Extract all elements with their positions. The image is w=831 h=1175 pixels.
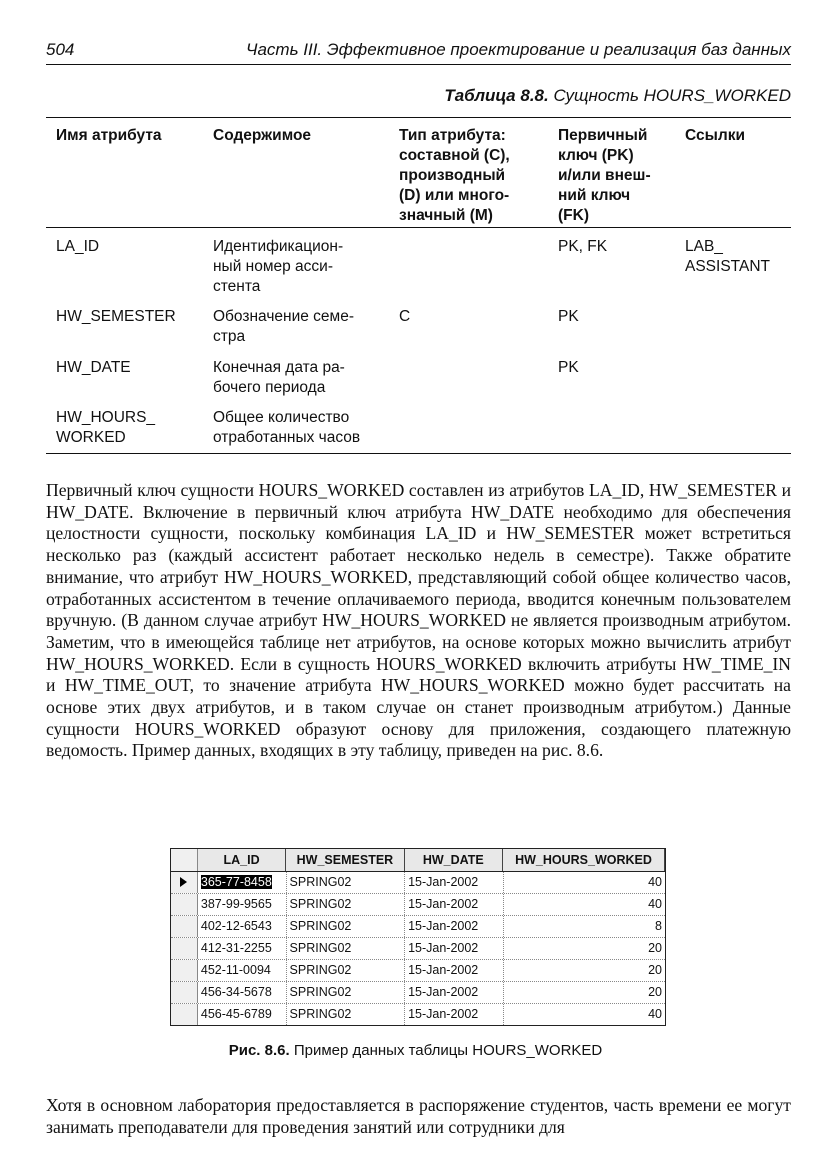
grid-cell-value: 40: [648, 1007, 662, 1021]
cell-line: WORKED: [56, 429, 126, 446]
grid-cell[interactable]: [405, 960, 504, 981]
cell-line: Содержимое: [213, 127, 312, 144]
grid-cell-value: 40: [648, 897, 662, 911]
running-header: [46, 38, 791, 65]
grid-cell-value: 456-45-6789: [200, 1007, 272, 1021]
grid-cell-value: 365-77-8458: [200, 875, 272, 889]
grid-cell-value: 15-Jan-2002: [408, 1007, 479, 1021]
cell-line: (D) или много-: [399, 187, 510, 204]
grid-cell-value: SPRING02: [289, 1007, 352, 1021]
cell-line: HW_DATE: [56, 359, 131, 376]
grid-cell-value: 40: [648, 875, 662, 889]
grid-header-row: [171, 849, 665, 872]
grid-cell[interactable]: [405, 872, 504, 893]
cell-line: C: [399, 308, 411, 325]
page-number: 504: [46, 40, 75, 59]
grid-cell[interactable]: [287, 960, 406, 981]
grid-cell-value: 20: [648, 941, 662, 955]
table-cell: [56, 408, 155, 448]
grid-row[interactable]: [171, 938, 665, 960]
grid-row[interactable]: [171, 916, 665, 938]
cell-line: (FK): [558, 207, 589, 224]
header-cell: [399, 126, 510, 226]
grid-cell-value: 20: [648, 985, 662, 999]
grid-cell[interactable]: [198, 1004, 287, 1025]
header-cell: [558, 126, 651, 226]
grid-column-header[interactable]: HW_SEMESTER: [286, 849, 404, 871]
paragraph-text: Хотя в основном лаборатория предоставляется в распоряжение студентов, часть времени ее могут занимать преподаватели для проведения занятий или сотрудники для: [46, 1095, 791, 1137]
cell-line: Обозначение семе-: [213, 308, 354, 325]
data-grid[interactable]: [170, 848, 666, 1026]
cell-line: HW_HOURS_: [56, 409, 156, 426]
cell-line: бочего периода: [213, 379, 326, 396]
table-caption-text: Сущность HOURS_WORKED: [553, 86, 791, 105]
header-divider: [46, 227, 791, 228]
cell-line: составной (С),: [399, 147, 510, 164]
grid-cell[interactable]: [287, 872, 406, 893]
table-cell: [56, 237, 99, 257]
table-cell: [399, 307, 410, 327]
cell-line: ASSISTANT: [685, 258, 770, 275]
grid-cell[interactable]: [405, 916, 504, 937]
table-caption-label: Таблица 8.8.: [444, 86, 549, 105]
grid-cell-value: 15-Jan-2002: [408, 985, 479, 999]
body-paragraph-1: [46, 480, 791, 762]
grid-cell-value: SPRING02: [289, 941, 352, 955]
grid-cell[interactable]: [287, 916, 406, 937]
cell-line: ключ (PK): [558, 147, 634, 164]
grid-cell[interactable]: [287, 894, 406, 915]
table-cell: [213, 408, 360, 448]
cell-line: ный номер асси-: [213, 258, 333, 275]
cell-line: значный (M): [399, 207, 493, 224]
grid-cell-value: 412-31-2255: [200, 941, 272, 955]
paragraph-text: Первичный ключ сущности HOURS_WORKED составлен из атрибутов LA_ID, HW_SEMESTER и HW_DATE. Включение в первичный ключ атрибута HW_DATE необходимо для обеспечения целостности сущности, поскольку комбинация LA_ID и HW_SEMESTER может встретиться несколько раз (каждый ассистент работает несколько недель в семестре). Также обратите внимание, что атрибут HW_HOURS_WORKED, представляющий собой общее количество часов, отработанных ассистентом в течение оплачиваемого периода, вводится конечным пользователем вручную. (В данном случае атрибут HW_HOURS_WORKED не является производным атрибутом. Заметим, что в имеющейся таблице нет атрибутов, на основе которых можно вычислить атрибут HW_HOURS_WORKED. Если в сущность HOURS_WORKED включить атрибуты HW_TIME_IN и HW_TIME_OUT, то значение атрибута HW_HOURS_WORKED можно будет рассчитать на основе этих двух атрибутов, и в таком случае он станет производным атрибутом.) Данные сущности HOURS_WORKED образуют основу для приложения, создающего платежную ведомость. Пример данных, входящих в эту таблицу, приведен на рис. 8.6.: [46, 480, 791, 761]
grid-row[interactable]: [171, 960, 665, 982]
grid-cell[interactable]: [504, 916, 665, 937]
cell-line: Первичный: [558, 127, 648, 144]
grid-cell[interactable]: [198, 960, 287, 981]
attribute-table: [46, 117, 791, 454]
grid-cell[interactable]: [504, 938, 665, 959]
grid-cell-value: 8: [655, 919, 662, 933]
grid-cell-value: 452-11-0094: [200, 963, 271, 977]
figure-caption: [0, 1042, 831, 1059]
grid-column-header[interactable]: HW_HOURS_WORKED: [503, 849, 665, 871]
grid-cell[interactable]: [405, 894, 504, 915]
grid-cell-value: 20: [648, 963, 662, 977]
cell-line: Идентификацион-: [213, 238, 344, 255]
grid-cell-value: 15-Jan-2002: [408, 941, 479, 955]
grid-cell-value: 15-Jan-2002: [408, 897, 479, 911]
cell-line: производный: [399, 167, 506, 184]
cell-line: PK, FK: [558, 238, 608, 255]
table-caption: [444, 86, 791, 106]
cell-line: Конечная дата ра-: [213, 359, 345, 376]
cell-line: Имя атрибута: [56, 127, 162, 144]
grid-cell[interactable]: [504, 982, 665, 1003]
grid-cell[interactable]: [504, 872, 665, 893]
grid-cell[interactable]: [198, 938, 287, 959]
grid-cell[interactable]: [405, 1004, 504, 1025]
table-cell: [685, 237, 770, 277]
grid-cell[interactable]: [405, 938, 504, 959]
cell-line: HW_SEMESTER: [56, 308, 176, 325]
table-cell: [213, 307, 354, 347]
grid-cell[interactable]: [504, 894, 665, 915]
cell-line: PK: [558, 308, 579, 325]
grid-row[interactable]: [171, 1004, 665, 1025]
body-paragraph-2: [46, 1094, 791, 1138]
grid-cell-value: 402-12-6543: [200, 919, 272, 933]
row-selector[interactable]: [171, 982, 198, 1003]
grid-cell[interactable]: [287, 1004, 406, 1025]
figure-caption-text: Пример данных таблицы HOURS_WORKED: [293, 1042, 603, 1059]
grid-cell[interactable]: [198, 982, 287, 1003]
cell-line: Общее количество: [213, 409, 350, 426]
table-cell: [213, 237, 343, 297]
cell-line: LAB_: [685, 238, 723, 255]
table-cell: [558, 307, 579, 327]
cell-line: Ссылки: [685, 127, 745, 144]
cell-line: ний ключ: [558, 187, 631, 204]
grid-column-header[interactable]: LA_ID: [198, 849, 286, 871]
running-title: Часть III. Эффективное проектирование и реализация баз данных: [246, 40, 791, 59]
grid-row[interactable]: [171, 872, 665, 894]
grid-column-header[interactable]: HW_DATE: [405, 849, 503, 871]
row-selector-header: [171, 849, 198, 871]
grid-cell[interactable]: [198, 894, 287, 915]
figure-caption-label: Рис. 8.6.: [228, 1042, 290, 1059]
table-cell: [558, 237, 607, 257]
table-cell: [56, 358, 131, 378]
header-cell: [213, 126, 311, 146]
grid-cell[interactable]: [198, 916, 287, 937]
header-cell: [56, 126, 162, 146]
grid-cell-value: 387-99-9565: [200, 897, 272, 911]
grid-cell[interactable]: [287, 938, 406, 959]
header-cell: [685, 126, 745, 146]
row-selector[interactable]: [171, 960, 198, 981]
grid-cell[interactable]: [198, 872, 287, 893]
table-cell: [213, 358, 345, 398]
row-selector[interactable]: [171, 872, 198, 893]
grid-cell[interactable]: [405, 982, 504, 1003]
row-selector[interactable]: [171, 1004, 198, 1025]
cell-line: Тип атрибута:: [399, 127, 506, 144]
cell-line: отработанных часов: [213, 429, 361, 446]
table-cell: [558, 358, 579, 378]
cell-line: стра: [213, 328, 246, 345]
cell-line: и/или внеш-: [558, 167, 651, 184]
grid-cell-value: SPRING02: [289, 985, 352, 999]
cell-line: LA_ID: [56, 238, 100, 255]
grid-row[interactable]: [171, 982, 665, 1004]
grid-cell-value: 15-Jan-2002: [408, 919, 479, 933]
cell-line: PK: [558, 359, 579, 376]
grid-cell[interactable]: [287, 982, 406, 1003]
table-cell: [56, 307, 176, 327]
grid-cell[interactable]: [504, 960, 665, 981]
grid-cell-value: SPRING02: [289, 875, 352, 889]
grid-cell-value: SPRING02: [289, 963, 352, 977]
current-row-arrow-icon: [180, 877, 187, 887]
row-selector[interactable]: [171, 916, 198, 937]
grid-row[interactable]: [171, 894, 665, 916]
grid-cell-value: 456-34-5678: [200, 985, 272, 999]
cell-line: стента: [213, 278, 261, 295]
grid-cell[interactable]: [504, 1004, 665, 1025]
grid-cell-value: SPRING02: [289, 919, 352, 933]
grid-cell-value: 15-Jan-2002: [408, 963, 479, 977]
row-selector[interactable]: [171, 938, 198, 959]
grid-cell-value: 15-Jan-2002: [408, 875, 479, 889]
grid-cell-value: SPRING02: [289, 897, 352, 911]
row-selector[interactable]: [171, 894, 198, 915]
